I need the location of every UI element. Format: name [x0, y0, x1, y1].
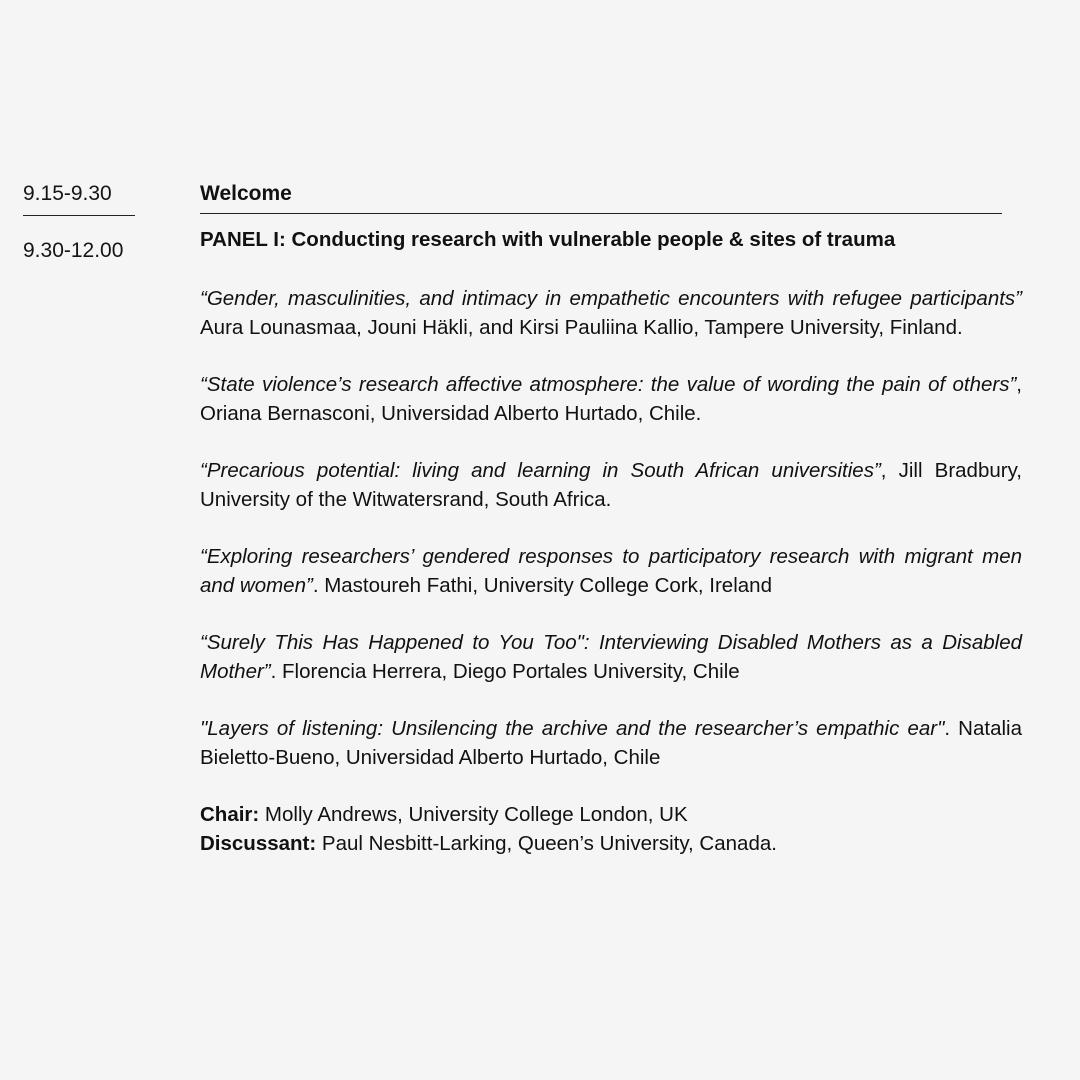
paper-title: “Gender, masculinities, and intimacy in empathetic encounters with refugee participants” — [200, 287, 1022, 310]
section-divider — [200, 213, 1002, 214]
paper-details: , Jill Bradbury, University of the Witwatersrand, South Africa. — [200, 459, 1023, 511]
paper-entry — [200, 628, 1022, 686]
paper-title: “Surely This Has Happened to You Too": Interviewing Disabled Mothers as a Disabled Mother” — [200, 631, 1022, 683]
discussant-line — [200, 829, 1022, 858]
welcome-time: 9.15-9.30 — [23, 182, 112, 205]
welcome-title: Welcome — [200, 182, 292, 205]
chair-label: Chair: — [200, 803, 260, 826]
paper-details: Aura Lounasmaa, Jouni Häkli, and Kirsi Pauliina Kallio, Tampere University, Finland. — [200, 316, 963, 339]
paper-title: “Precarious potential: living and learning in South African universities” — [200, 459, 881, 482]
paper-details: , Oriana Bernasconi, Universidad Alberto Hurtado, Chile. — [200, 373, 1022, 425]
panel-section — [200, 226, 1022, 858]
paper-entry — [200, 714, 1022, 772]
discussant-label: Discussant: — [200, 832, 317, 855]
chair-value: Molly Andrews, University College London, UK — [259, 803, 688, 826]
panel-time: 9.30-12.00 — [23, 239, 124, 262]
paper-title: "Layers of listening: Unsilencing the archive and the researcher’s empathic ear" — [200, 717, 945, 740]
paper-entry — [200, 456, 1022, 514]
time-divider — [23, 215, 135, 216]
discussant-value: Paul Nesbitt-Larking, Queen’s University, Canada. — [316, 832, 777, 855]
chair-line — [200, 800, 1022, 829]
panel-title: PANEL I: Conducting research with vulnerable people & sites of trauma — [200, 228, 896, 251]
paper-title: “Exploring researchers’ gendered responses to participatory research with migrant men and women” — [200, 545, 1022, 597]
paper-entry — [200, 542, 1022, 600]
paper-entry — [200, 284, 1022, 342]
paper-details: . Florencia Herrera, Diego Portales University, Chile — [270, 660, 740, 683]
paper-entry — [200, 370, 1022, 428]
paper-details: . Mastoureh Fathi, University College Cork, Ireland — [312, 574, 772, 597]
paper-title: “State violence’s research affective atmosphere: the value of wording the pain of others” — [200, 373, 1017, 396]
paper-details: . Natalia Bieletto-Bueno, Universidad Alberto Hurtado, Chile — [200, 717, 1022, 769]
